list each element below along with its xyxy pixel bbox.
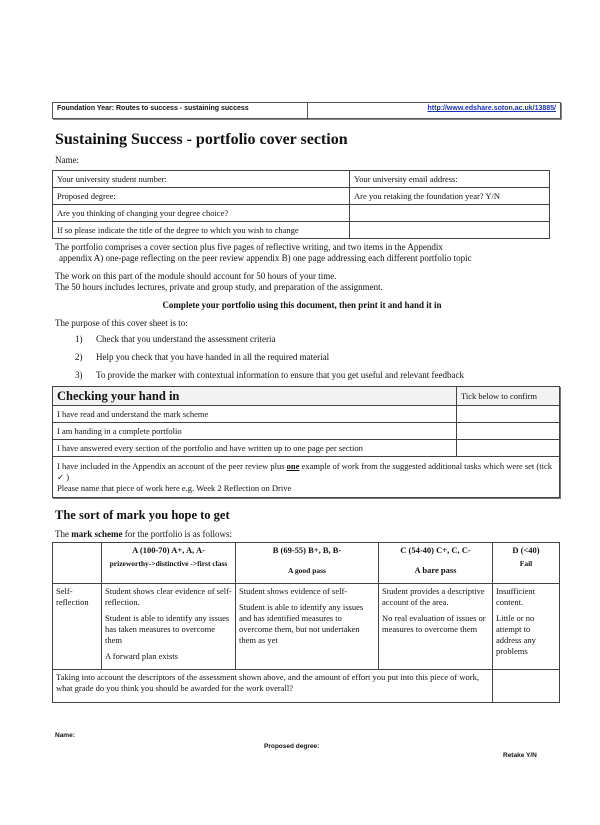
portfolio-description-line2: appendix A) one-page reflecting on the peer review appendix B) one page addressing each different portfolio topic	[59, 253, 472, 263]
checklist-title: Checking your hand in	[53, 387, 457, 406]
edshare-link[interactable]: http://www.edshare.soton.ac.uk/13885/	[427, 105, 556, 112]
portfolio-description	[55, 242, 472, 264]
list-item: 3) To provide the marker with contextual information to ensure that you get useful and relevant feedback	[75, 370, 464, 380]
grade-a-header: A (100-70) A+, A, A- prizeworthy->distinctive ->first class	[102, 543, 236, 584]
table-row	[53, 205, 550, 222]
grade-d-descriptor: Insufficient content. Little or no attempt to address any problems	[493, 584, 560, 670]
purpose-intro: The purpose of this cover sheet is to:	[55, 318, 188, 328]
table-row	[53, 423, 560, 440]
mark-intro: The mark scheme for the portfolio is as follows:	[55, 529, 232, 539]
table-row	[53, 457, 560, 498]
table-row	[53, 171, 550, 188]
checklist-header-row	[53, 387, 560, 406]
list-item: 1) Check that you understand the assessment criteria	[75, 334, 276, 344]
changing-degree-label: Are you thinking of changing your degree choice?	[53, 205, 350, 222]
tick-header: Tick below to confirm	[457, 387, 560, 406]
new-degree-answer[interactable]	[350, 222, 550, 239]
mark-section-title: The sort of mark you hope to get	[55, 508, 230, 522]
new-degree-label: If so please indicate the title of the degree to which you wish to change	[53, 222, 350, 239]
email-field[interactable]: Your university email address:	[350, 171, 550, 188]
student-info-table	[52, 170, 550, 239]
page-title: Sustaining Success - portfolio cover section	[55, 131, 348, 148]
retaking-field[interactable]: Are you retaking the foundation year? Y/N	[350, 188, 550, 205]
name-label: Name:	[55, 155, 79, 165]
grade-b-header: B (69-55) B+, B, B- A good pass	[236, 543, 379, 584]
grade-estimate-answer[interactable]	[493, 670, 560, 703]
checklist-item: I have read and understand the mark scheme	[53, 406, 457, 423]
document-header	[52, 102, 561, 119]
purpose-list	[75, 334, 464, 388]
table-row	[53, 406, 560, 423]
emphasis-one: one	[286, 460, 300, 471]
grade-c-header: C (54-40) C+, C, C- A bare pass	[379, 543, 493, 584]
course-title: Foundation Year: Routes to success - sustaining success	[53, 103, 308, 118]
table-row	[53, 188, 550, 205]
mark-scheme-table	[52, 542, 560, 703]
self-reflection-row	[53, 584, 560, 670]
grade-a-descriptor: Student shows clear evidence of self-reflection. Student is able to identify any issues has taken measures to overcome them A forward plan exists	[102, 584, 236, 670]
grade-c-descriptor: Student provides a descriptive account of the area. No real evaluation of issues or measures to overcome them	[379, 584, 493, 670]
tick-box[interactable]	[457, 423, 560, 440]
tick-box[interactable]	[457, 406, 560, 423]
hand-in-checklist	[52, 386, 560, 498]
table-row	[53, 222, 550, 239]
mark-header-row	[53, 543, 560, 584]
portfolio-description-line1: The portfolio comprises a cover section plus five pages of reflective writing, and two items in the Appendix	[55, 242, 443, 252]
appendix-work-name-prompt: Please name that piece of work here e.g. Week 2 Reflection on Drive	[57, 482, 292, 493]
row-label: Self-reflection	[53, 584, 102, 670]
hours-description	[55, 271, 383, 293]
list-item: 2) Help you check that you have handed in all the required material	[75, 352, 330, 362]
appendix-item[interactable]: I have included in the Appendix an account of the peer review plus one example of work from the suggested additional tasks which were set (tick ✓ ) Please name that piece of work here e.g. Week 2 Reflection on Drive	[53, 457, 560, 498]
grade-estimate-row	[53, 670, 560, 703]
checklist-item: I am handing in a complete portfolio	[53, 423, 457, 440]
proposed-degree-field[interactable]: Proposed degree:	[53, 188, 350, 205]
tick-box[interactable]	[457, 440, 560, 457]
footer-proposed-degree: Proposed degree:	[264, 743, 320, 750]
grade-d-header: D (<40) Fail	[493, 543, 560, 584]
blank-header	[53, 543, 102, 584]
hours-line1: The work on this part of the module should account for 50 hours of your time.	[55, 271, 337, 281]
changing-degree-answer[interactable]	[350, 205, 550, 222]
instruction-text: Complete your portfolio using this document, then print it and hand it in	[162, 300, 442, 310]
checklist-item: I have answered every section of the portfolio and have written up to one page per section	[53, 440, 457, 457]
grade-estimate-question: Taking into account the descriptors of the assessment shown above, and the amount of effort you put into this piece of work, what grade do you think you should be awarded for the work overall?	[53, 670, 493, 703]
grade-b-descriptor: Student shows evidence of self- Student is able to identify any issues and has identified measures to overcome them, but not undertaken them as yet	[236, 584, 379, 670]
footer-retake: Retake Y/N	[503, 752, 537, 759]
student-number-field[interactable]: Your university student number:	[53, 171, 350, 188]
footer-name: Name:	[55, 732, 75, 739]
hours-line2: The 50 hours includes lectures, private and group study, and preparation of the assignment.	[55, 282, 383, 292]
table-row	[53, 440, 560, 457]
